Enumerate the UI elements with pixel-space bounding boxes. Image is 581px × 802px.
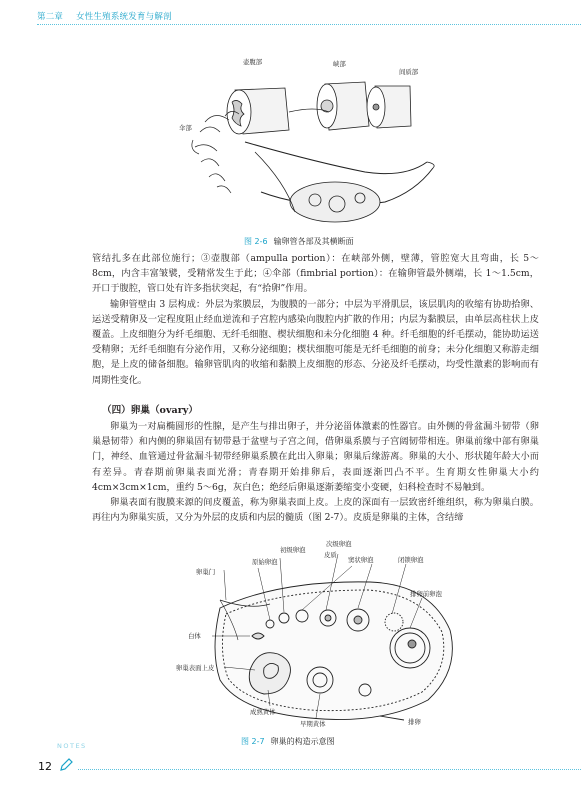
- figure-2-6-caption: [244, 236, 354, 247]
- paragraph: 卵巢表面有腹膜来源的间皮覆盖，称为卵巢表面上皮。上皮的深面有一层致密纤维组织，称为卵巢白膜。再往内为卵巢实质，又分为外层的皮质和内层的髓质（图 2-7）。皮质是卵巢的主体，含结缔: [92, 497, 539, 524]
- chapter-title: 女性生殖系统发育与解剖: [76, 12, 172, 22]
- label-isthmus: 峡部: [333, 60, 346, 68]
- running-header: [37, 10, 182, 22]
- caption-text: 输卵管各部及其横断面: [273, 237, 354, 246]
- figure-ovary-structure: [160, 540, 470, 730]
- label-fimbria: 伞部: [179, 124, 192, 132]
- label-corpus-albicans: 白体: [188, 632, 201, 640]
- figure-2-7-caption: [241, 736, 335, 747]
- header-rule: [37, 24, 581, 25]
- figure-fallopian-tube: [165, 52, 455, 232]
- footer-rule: [78, 769, 581, 770]
- paragraph: 卵巢为一对扁椭圆形的性腺，是产生与排出卵子，并分泌甾体激素的性器官。由外侧的骨盆漏斗韧带（卵巢悬韧带）和内侧的卵巢固有韧带悬于盆壁与子宫之间，借卵巢系膜与子宫阔韧带相连。卵巢前缘中部有卵巢门，神经、血管通过骨盆漏斗韧带经卵巢系膜在此出入卵巢；卵巢后缘游离。卵巢的大小、形状随年龄大小而有差异。青春期前卵巢表面光滑；青春期开始排卵后，表面逐渐凹凸不平。生育期女性卵巢大小约 4cm×3cm×1cm，重约 5～6g，灰白色；绝经后卵巢逐渐萎缩变小变硬，妇科检查时不易触到。: [92, 421, 539, 493]
- paragraph: 输卵管壁由 3 层构成：外层为浆膜层，为腹膜的一部分；中层为平滑肌层，该层肌肉的收缩有协助拾卵、运送受精卵及一定程度阻止经血逆流和子宫腔内感染向腹腔内扩散的作用；内层为黏膜层，由单层高柱状上皮覆盖。上皮细胞分为纤毛细胞、无纤毛细胞、楔状细胞和未分化细胞 4 种。纤毛细胞的纤毛摆动，能协助运送受精卵；无纤毛细胞有分泌作用，又称分泌细胞；楔状细胞可能是无纤毛细胞的前身；未分化细胞又称游走细胞，是上皮的储备细胞。输卵管肌肉的收缩和黏膜上皮细胞的形态、分泌及纤毛摆动，均受性激素的影响而有周期性变化。: [92, 298, 539, 386]
- paragraph: 管结扎多在此部位施行；③壶腹部（ampulla portion）：在峡部外侧，壁薄，管腔宽大且弯曲，长 5～8cm，内含丰富皱襞，受精常发生于此；④伞部（fimbrial portion）：在输卵管最外侧端，长 1～1.5cm，开口于腹腔，管口处有许多指状突起，有“拾卵”作用。: [92, 253, 539, 295]
- caption-number: 图 2-6: [244, 237, 268, 246]
- label-primordial-follicle: 原始卵泡: [252, 558, 278, 566]
- label-cortex: 皮质: [324, 551, 337, 559]
- label-interstitial: 间质部: [399, 68, 419, 76]
- label-ampulla: 壶腹部: [243, 58, 263, 66]
- label-ovulation: 排卵: [408, 718, 421, 726]
- label-ovarian-hilum: 卵巢门: [196, 568, 216, 576]
- label-secondary-follicle: 次级卵泡: [326, 540, 352, 548]
- label-early-corpus-luteum: 早期黄体: [300, 720, 326, 728]
- section-heading: （四）卵巢（ovary）: [102, 405, 198, 416]
- label-mature-corpus-luteum: 成熟黄体: [250, 708, 276, 716]
- label-surface-epithelium: 卵巢表面上皮: [176, 664, 215, 672]
- caption-text: 卵巢的构造示意图: [270, 737, 335, 746]
- body-text-1: [92, 251, 539, 388]
- label-antral-follicle: 窦状卵泡: [348, 556, 374, 564]
- label-atretic-follicle: 闭锁卵泡: [398, 556, 424, 564]
- label-primary-follicle: 初级卵泡: [280, 546, 306, 554]
- body-text-2: [92, 419, 539, 525]
- chapter-number: 第二章: [37, 12, 64, 22]
- label-preovulatory-follicle: 排卵前卵泡: [410, 590, 442, 598]
- caption-number: 图 2-7: [241, 737, 265, 746]
- notes-label: NOTES: [57, 742, 87, 750]
- page-number: 12: [38, 760, 52, 773]
- pencil-icon: [58, 757, 74, 773]
